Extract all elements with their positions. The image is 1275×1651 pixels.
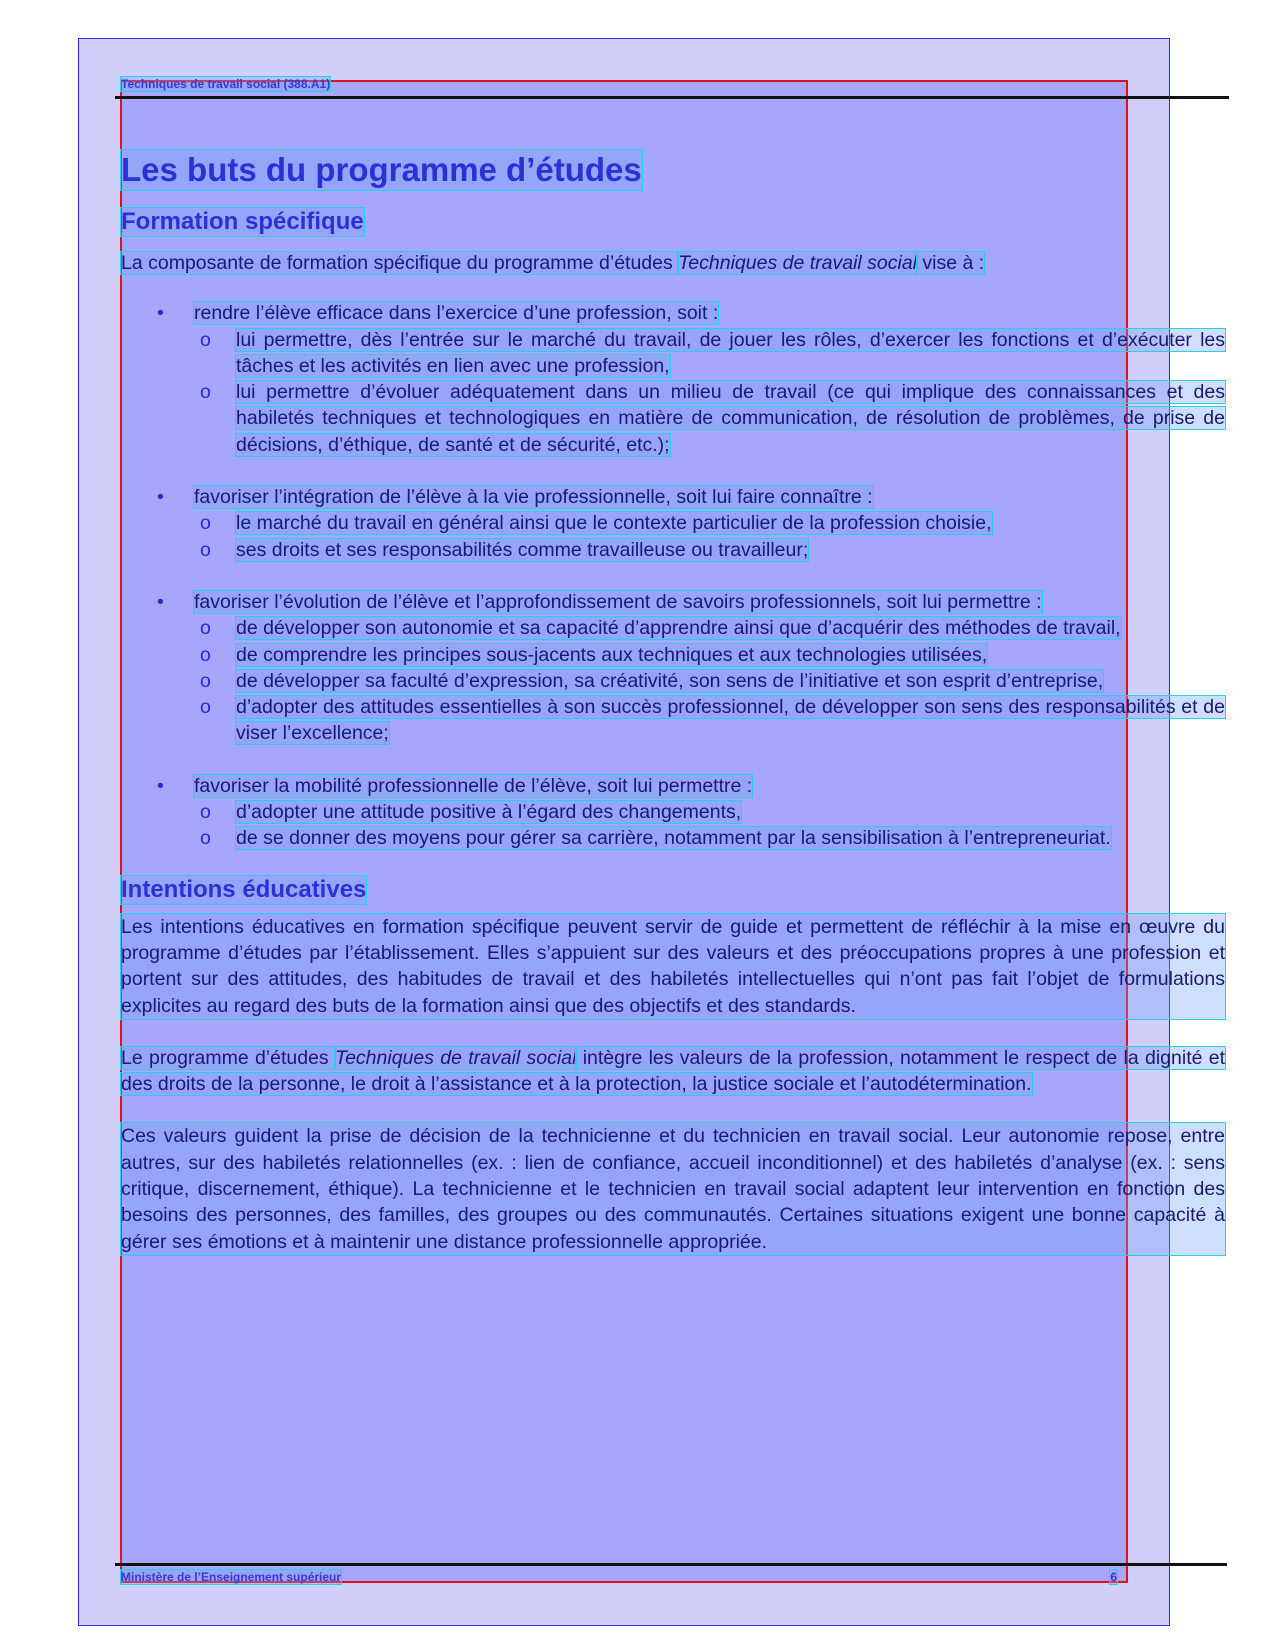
goal-subitem — [121, 510, 1225, 536]
goal-subitem — [121, 694, 1225, 747]
goal-subitem-text: d’adopter une attitude positive à l’égard des changements, — [236, 801, 742, 824]
goal-subitem — [121, 537, 1225, 563]
goal-subitem — [121, 799, 1225, 825]
bullet-icon: • — [157, 774, 164, 797]
bullet-icon: • — [157, 302, 164, 325]
goal-text: rendre l’élève efficace dans l’exercice d’une profession, soit : — [194, 302, 719, 325]
goal-text: favoriser l’évolution de l’élève et l’approfondissement de savoirs professionnels, soit lui permettre : — [194, 590, 1042, 613]
goal-subitem-text: lui permettre, dès l’entrée sur le marché du travail, de jouer les rôles, d’exercer les fonctions et d’exécuter les tâches et les activités en lien avec une profession, — [236, 328, 1225, 377]
goal-subitem-text: de développer sa faculté d’expression, sa créativité, son sens de l’initiative et son esprit d’entreprise, — [236, 669, 1104, 692]
sub-bullet-icon: o — [200, 328, 211, 351]
goal-subitems — [194, 327, 1225, 458]
goal-item — [121, 484, 1225, 563]
goal-subitems — [194, 510, 1225, 563]
goal-subitem-text: d’adopter des attitudes essentielles à son succès professionnel, de développer son sens des responsabilités et de viser l’excellence; — [236, 696, 1225, 745]
goal-subitem — [121, 642, 1225, 668]
sub-bullet-icon: o — [200, 617, 211, 640]
sub-bullet-icon: o — [200, 538, 211, 561]
goal-subitem-text: de comprendre les principes sous-jacents aux techniques et aux technologies utilisées, — [236, 643, 988, 666]
intentions-paragraph-2: Le programme d’études Techniques de travail social intègre les valeurs de la profession, notamment le respect de la dignité et des droits de la personne, le droit à l’assistance et à la protection, la justice sociale et l’autodétermination. — [121, 1046, 1226, 1096]
main-content — [121, 150, 1225, 1255]
goal-text: favoriser l’intégration de l’élève à la vie professionnelle, soit lui faire connaître : — [194, 486, 873, 509]
running-header: Techniques de travail social (388.A1) — [121, 77, 331, 91]
goal-item — [121, 773, 1225, 852]
bullet-icon: • — [157, 486, 164, 509]
intentions-paragraph-1: Les intentions éducatives en formation spécifique peuvent servir de guide et permettent de réfléchir à la mise en œuvre du programme d’études par l’établissement. Elles s’appuient sur des valeurs et des préoccupations propres à une profession et portent sur des attitudes, des habitudes de travail et des habiletés intellectuelles qui n’ont pas fait l’objet de formulations explicites au regard des buts de la formation ainsi que des objectifs et des standards. — [121, 914, 1225, 1019]
goal-subitems — [194, 615, 1225, 746]
intentions-paragraph-3: Ces valeurs guident la prise de décision de la technicienne et du technicien en travail social. Leur autonomie repose, entre autres, sur des habiletés relationnelles (ex. : lien de confiance, accueil inconditionnel) et des habiletés d’analyse (ex. : sens critique, discernement, éthique). La technicienne et le technicien en travail social adaptent leur intervention en fonction des besoins des personnes, des familles, des groupes ou des communautés. Certaines situations exigent une bonne capacité à gérer ses émotions et à maintenir une distance professionnelle appropriée. — [121, 1123, 1225, 1254]
goal-subitem-text: ses droits et ses responsabilités comme travailleuse ou travailleur; — [236, 538, 809, 561]
goal-subitems — [194, 799, 1225, 852]
goal-item — [121, 300, 1225, 458]
intro-paragraph: La composante de formation spécifique du programme d’études Techniques de travail social vise à : — [121, 252, 985, 274]
sub-bullet-icon: o — [200, 827, 211, 850]
goal-subitem — [121, 615, 1225, 641]
page-footer — [121, 1570, 1117, 1584]
goals-list — [121, 300, 1225, 851]
goal-item — [121, 589, 1225, 747]
goal-text: favoriser la mobilité professionnelle de l’élève, soit lui permettre : — [194, 774, 753, 797]
goal-subitem-text: de développer son autonomie et sa capacité d’apprendre ainsi que d’acquérir des méthodes de travail, — [236, 617, 1121, 640]
goal-subitem-text: lui permettre d’évoluer adéquatement dans un milieu de travail (ce qui implique des connaissances et des habiletés techniques et technologiques en matière de communication, de résolution de problèmes, de prise de décisions, d’éthique, de santé et de sécurité, etc.); — [236, 381, 1225, 456]
bullet-icon: • — [157, 590, 164, 613]
goal-subitem-text: de se donner des moyens pour gérer sa carrière, notamment par la sensibilisation à l’entrepreneuriat. — [236, 827, 1111, 850]
page-number: 6 — [1110, 1570, 1117, 1584]
goal-subitem — [121, 379, 1225, 458]
sub-bullet-icon: o — [200, 643, 211, 666]
header-rule — [115, 96, 1229, 99]
page-title: Les buts du programme d’études — [121, 151, 642, 188]
sub-bullet-icon: o — [200, 801, 211, 824]
sub-bullet-icon: o — [200, 696, 211, 719]
sub-bullet-icon: o — [200, 512, 211, 535]
section-heading-formation: Formation spécifique — [121, 208, 364, 235]
goal-subitem — [121, 825, 1225, 851]
goal-subitem — [121, 668, 1225, 694]
goal-subitem-text: le marché du travail en général ainsi que le contexte particulier de la profession choisie, — [236, 512, 992, 535]
footer-rule — [115, 1563, 1227, 1566]
sub-bullet-icon: o — [200, 381, 211, 404]
section-heading-intentions: Intentions éducatives — [121, 875, 367, 903]
goal-subitem — [121, 327, 1225, 380]
sub-bullet-icon: o — [200, 669, 211, 692]
footer-ministry: Ministère de l’Enseignement supérieur — [121, 1570, 342, 1584]
